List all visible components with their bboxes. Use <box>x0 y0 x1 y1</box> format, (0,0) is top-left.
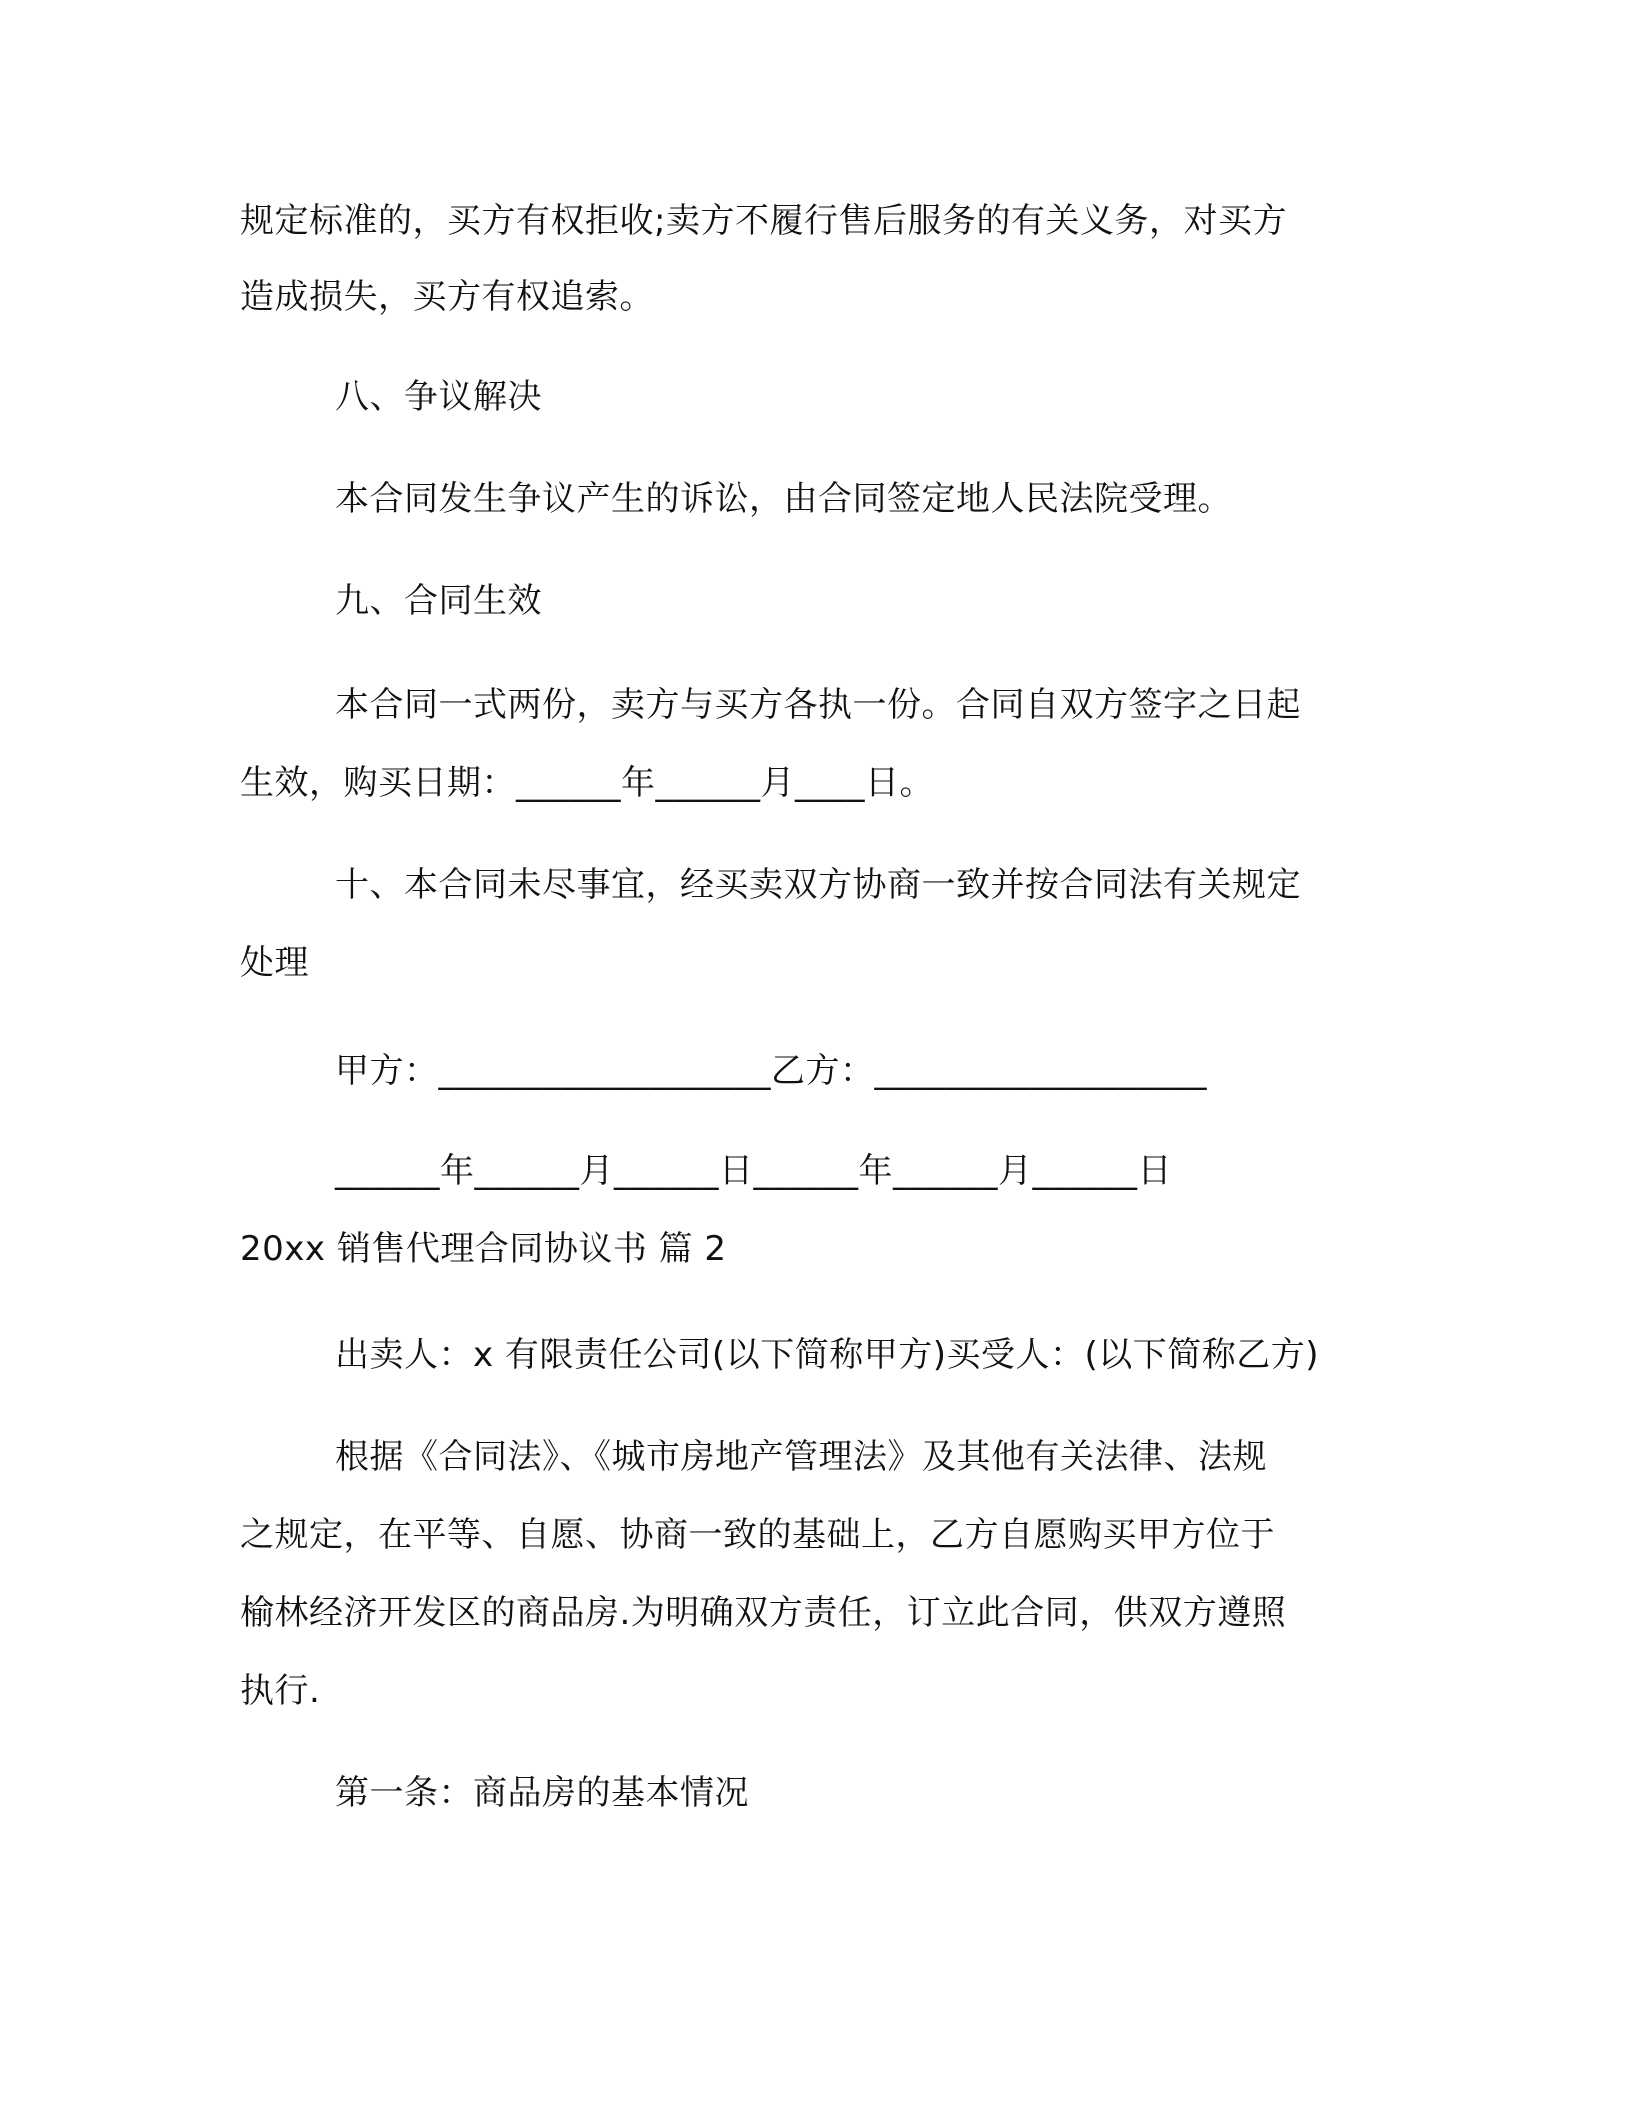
contract-title: 20xx 销售代理合同协议书 篇 2 <box>240 1229 727 1269</box>
section-heading: 八、争议解决 <box>335 377 542 417</box>
date-line: ______年______月______日______年______月______日 <box>335 1151 1172 1191</box>
text-line: 造成损失，买方有权追索。 <box>240 277 654 317</box>
text-line: 处理 <box>240 943 309 983</box>
section-heading: 九、合同生效 <box>335 581 542 621</box>
text-line: 之规定，在平等、自愿、协商一致的基础上，乙方自愿购买甲方位于 <box>240 1515 1275 1555</box>
signature-line: 甲方：___________________乙方：___________________ <box>335 1051 1207 1091</box>
text-line: 本合同发生争议产生的诉讼，由合同签定地人民法院受理。 <box>335 479 1232 519</box>
text-line: 规定标准的，买方有权拒收;卖方不履行售后服务的有关义务，对买方 <box>240 201 1287 241</box>
text-line: 执行. <box>240 1671 321 1711</box>
text-line: 出卖人：x 有限责任公司(以下简称甲方)买受人：(以下简称乙方) <box>335 1335 1319 1375</box>
text-line: 根据《合同法》、《城市房地产管理法》及其他有关法律、法规 <box>335 1437 1267 1477</box>
text-line: 榆林经济开发区的商品房.为明确双方责任，订立此合同，供双方遵照 <box>240 1593 1287 1633</box>
text-line: 十、本合同未尽事宜，经买卖双方协商一致并按合同法有关规定 <box>335 865 1301 905</box>
text-line: 本合同一式两份，卖方与买方各执一份。合同自双方签字之日起 <box>335 685 1301 725</box>
text-line: 生效，购买日期：______年______月____日。 <box>240 763 934 803</box>
section-heading: 第一条：商品房的基本情况 <box>335 1773 749 1813</box>
